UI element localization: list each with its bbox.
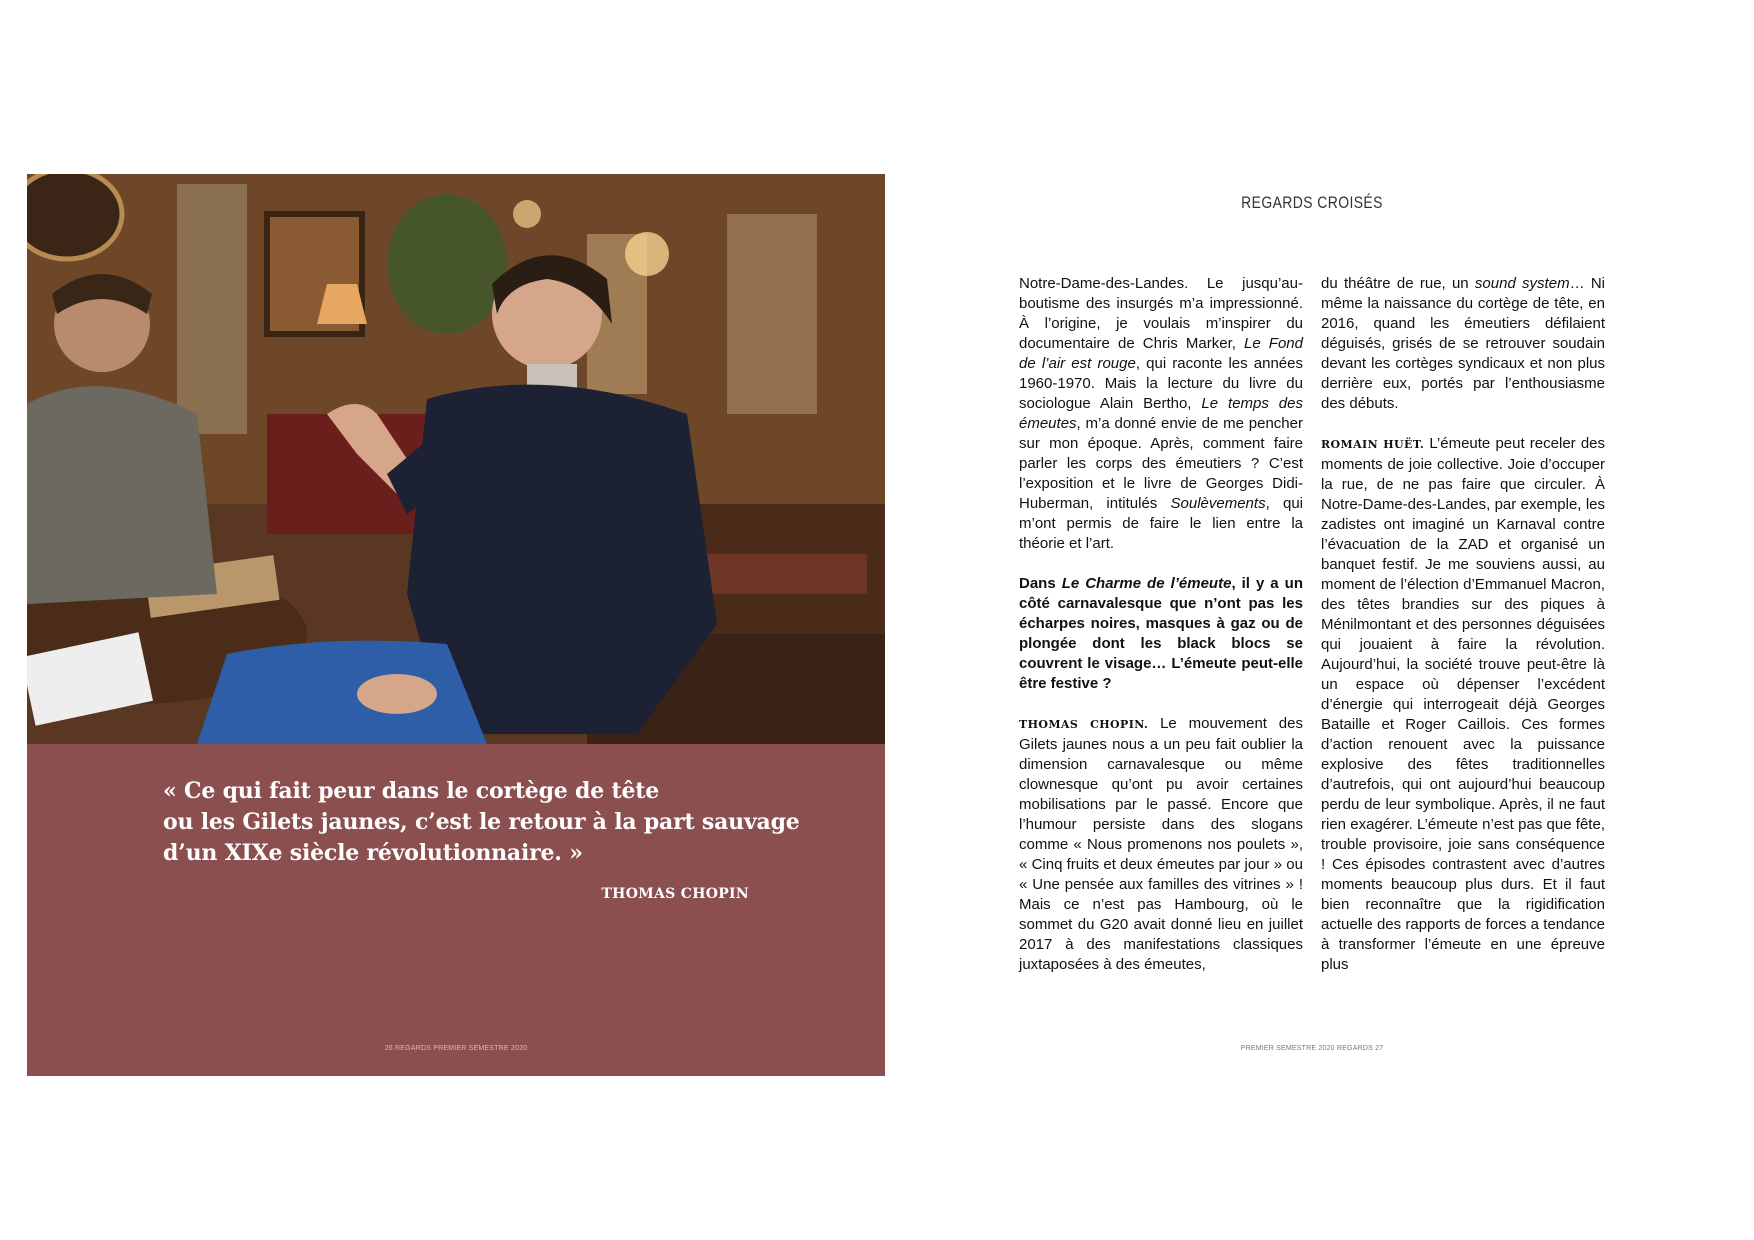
paragraph bbox=[1321, 434, 1605, 975]
pull-quote-line: ou les Gilets jaunes, c’est le retour à la part sauvage bbox=[163, 809, 800, 835]
pull-quote-line: d’un XIXe siècle révolutionnaire. » bbox=[163, 840, 583, 866]
text-run: , qui raconte les années 1960-1970. Mais la lecture du livre du sociologue Alain Bertho, bbox=[1019, 355, 1303, 412]
left-page bbox=[27, 174, 885, 1076]
paragraph bbox=[1019, 714, 1303, 975]
speaker-name: THOMAS CHOPIN. bbox=[1019, 718, 1149, 731]
paragraph bbox=[1321, 274, 1605, 414]
speaker-name: ROMAIN HUËT. bbox=[1321, 438, 1425, 451]
section-title: REGARDS CROISÉS bbox=[1241, 193, 1383, 212]
text-run: Notre-Dame-des-Landes. Le jusqu’auboutisme des insurgés m’a impressionné. À l’origine, je voulais m’inspirer du documentaire de Chris Marker, bbox=[1019, 275, 1303, 352]
pull-quote-author: THOMAS CHOPIN bbox=[601, 886, 749, 902]
text-run: du théâtre de rue, un bbox=[1321, 275, 1475, 292]
title-italic: sound system bbox=[1474, 275, 1570, 292]
title-italic: Le Charme de l’émeute bbox=[1061, 575, 1232, 592]
text-run: Dans bbox=[1019, 575, 1062, 592]
text-column-2 bbox=[1321, 274, 1605, 995]
interview-photo bbox=[27, 174, 885, 744]
page-folio-right: PREMIER SEMESTRE 2020 REGARDS 27 bbox=[1240, 1045, 1384, 1052]
page-folio-left: 26 REGARDS PREMIER SEMESTRE 2020 bbox=[384, 1045, 528, 1052]
text-run: , il y a un côté carnavalesque que n’ont pas les écharpes noires, masques à gaz ou de plongée dont les black blocs se couvrent le visage… L’émeute peut-elle être festive ? bbox=[1019, 575, 1303, 692]
paragraph bbox=[1019, 274, 1303, 554]
pull-quote bbox=[163, 776, 803, 869]
text-run: , qui m’ont permis de faire le lien entre la théorie et l’art. bbox=[1019, 495, 1303, 552]
text-run: Le mouvement des Gilets jaunes nous a un peu fait oublier la dimension carnavalesque ou même clownesque qu’ont pu avoir certaines mobilisations par le passé. Encore que l’humour persiste dans des slogans comme « Nous promenons nos poulets », « Cinq fruits et deux émeutes par jour » ou « Une pensée aux familles des vitrines » ! Mais ce n’est pas Hambourg, où le sommet du G20 avait donné lieu en juillet 2017 à des manifestations classiques juxtaposées à des émeutes, bbox=[1019, 715, 1303, 973]
text-column-1 bbox=[1019, 274, 1303, 995]
pull-quote-line: « Ce qui fait peur dans le cortège de tête bbox=[163, 778, 659, 804]
text-run: … Ni même la naissance du cortège de tête, en 2016, quand les émeutiers défilaient déguisés, grisés de se retrouver soudain devant les cortèges syndicaux et non plus derrière eux, portés par l’enthousiasme des débuts. bbox=[1321, 275, 1605, 412]
title-italic: Le Fond de l’air est rouge bbox=[1019, 335, 1303, 372]
photo-illustration bbox=[27, 174, 885, 744]
title-italic: Le temps des émeutes bbox=[1019, 395, 1303, 432]
title-italic: Soulèvements bbox=[1170, 495, 1266, 512]
text-run: L’émeute peut receler des moments de joie collective. Joie d’occuper la rue, de ne pas faire que circuler. À Notre-Dame-des-Landes, par exemple, les zadistes ont imaginé un Karnaval contre l’évacuation de la ZAD et organisé un banquet festif. Je me souviens aussi, au moment de l’élection d’Emmanuel Macron, des têtes brandies sur des piques à Ménilmontant et des personnes déguisées qui jouaient à faire la révolution. Aujourd’hui, la société trouve peut-être là un espace où dépenser l’excédent d’énergie qui interrogeait déjà Georges Bataille et Roger Caillois. Ces formes d’action renouent avec la puissance explosive des fêtes traditionnelles d’autrefois, qui ont aujourd’hui beaucoup perdu de leur symbolique. Après, il ne faut rien exagérer. L’émeute n’est pas que fête, trouble provisoire, joie sans conséquence ! Ces épisodes contrastent avec d’autres moments beaucoup plus durs. Et il faut bien reconnaître que la rigidification actuelle des rapports de forces a tendance à transformer l’émeute en une épreuve plus bbox=[1321, 435, 1605, 973]
text-run: , m’a donné envie de me pencher sur mon époque. Après, comment faire parler les corps des émeutiers ? C’est l’exposition et le livre de Georges Didi-Huberman, intitulés bbox=[1019, 415, 1303, 512]
interview-question bbox=[1019, 574, 1303, 694]
